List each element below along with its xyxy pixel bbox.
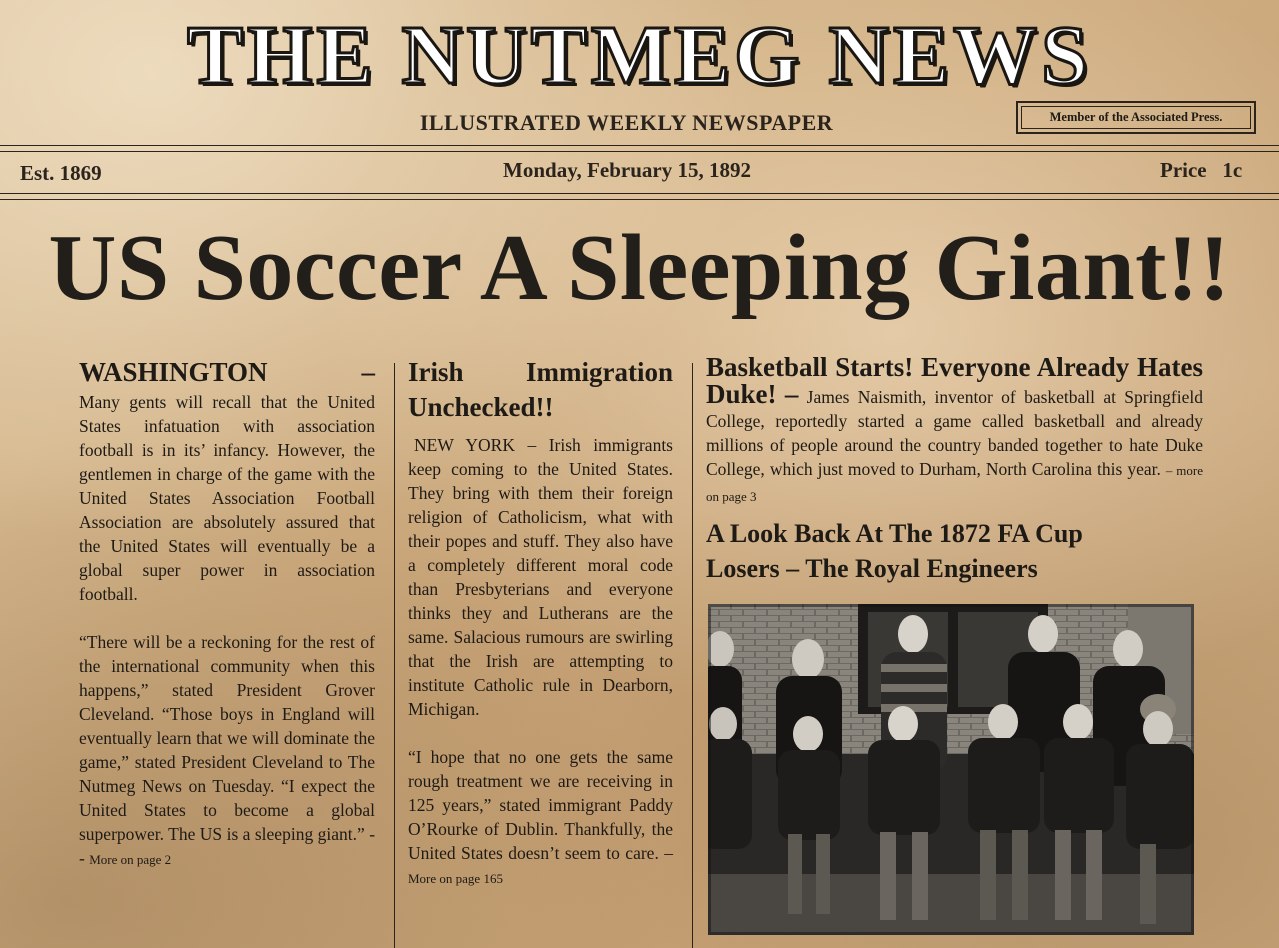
article-irish — [408, 355, 673, 891]
washington-dateline-dash: – — [361, 357, 375, 387]
basketball-more-link[interactable]: – more on page 3 — [706, 463, 1204, 504]
irish-dash: – — [664, 843, 673, 863]
fa-cup-headline-line-2: Losers – The Royal Engineers — [706, 554, 1038, 583]
article-washington-paragraph-1: Many gents will recall that the United States infatuation with association football is in its’ infancy. However, the gentlemen in charge of the game with the United States Association Football Association are absolutely assured that the United States will eventually be a global super power in association football. — [79, 392, 375, 604]
irish-quote-text: “I hope that no one gets the same rough treatment we are receiving in 125 years,” stated immigrant Paddy O’Rourke of Dublin. Thankfully, the United States doesn’t seem to care. — [408, 747, 673, 863]
dateline-rule-top-1 — [0, 145, 1279, 146]
price — [1160, 158, 1242, 183]
washington-dateline-text: WASHINGTON — [79, 357, 268, 387]
ap-member-box — [1016, 101, 1256, 134]
fa-cup-headline-line-1: A Look Back At The 1872 FA Cup — [706, 519, 1083, 548]
dateline-rule-bottom-1 — [0, 193, 1279, 194]
article-basketball-body — [706, 352, 1204, 509]
masthead-title: THE NUTMEG NEWS — [187, 9, 1092, 102]
basketball-headline: Basketball Starts! Everyone Already Hates Duke! — [706, 352, 1203, 409]
price-label: Price — [1160, 158, 1207, 182]
basketball-dash: – — [784, 379, 799, 409]
article-irish-headline-line-1: Irish Immigration — [408, 357, 673, 387]
article-washington — [79, 355, 375, 872]
column-divider-2 — [692, 363, 693, 948]
basketball-body-text: James Naismith, inventor of basketball at Springfield College, reportedly started a game called basketball and already millions of people around the country banded together to hate Duke College, which just moved to Durham, North Carolina this year. — [706, 387, 1204, 479]
dateline-rule-top-2 — [0, 151, 1279, 152]
article-washington-dateline — [79, 355, 375, 390]
column-divider-1 — [394, 363, 395, 948]
washington-more-link[interactable]: More on page 2 — [89, 852, 172, 867]
masthead-subtitle: ILLUSTRATED WEEKLY NEWSPAPER — [419, 110, 834, 135]
royal-engineers-team-photo — [708, 604, 1194, 935]
price-value: 1c — [1222, 158, 1243, 182]
issue-date: Monday, February 15, 1892 — [503, 158, 751, 182]
established-year: Est. 1869 — [20, 161, 102, 185]
article-irish-headline-line-2: Unchecked!! — [408, 392, 554, 422]
washington-quote-text: “There will be a reckoning for the rest of the international community when this happens,” stated President Grover Cleveland. “Those boys in England will eventually learn that we will dominate the game,” stated President Cleveland to The Nutmeg News on Tuesday. “I expect the United States to become a global superpower. The US is a sleeping giant.” — [79, 632, 375, 844]
dateline-rule-bottom-2 — [0, 199, 1279, 200]
article-irish-paragraph-2 — [408, 745, 673, 891]
irish-more-link[interactable]: More on page 165 — [408, 871, 503, 886]
main-headline: US Soccer A Sleeping Giant!! — [48, 216, 1231, 320]
washington-dash: -- — [79, 824, 376, 868]
article-irish-paragraph-1: NEW YORK – Irish immigrants keep coming to the United States. They bring with them their foreign religion of Catholicism, what with their popes and stuff. They also have a completely different moral code than Presbyterians and everyone thinks they and Lutherans are the same. Salacious rumours are swirling that the Irish are attempting to institute Catholic rule in Dearborn, Michigan. — [408, 435, 673, 719]
article-washington-paragraph-2 — [79, 630, 375, 872]
article-basketball — [706, 352, 1204, 586]
article-fa-cup-headline — [706, 516, 1203, 586]
ap-member-label: Member of the Associated Press. — [1021, 106, 1251, 129]
